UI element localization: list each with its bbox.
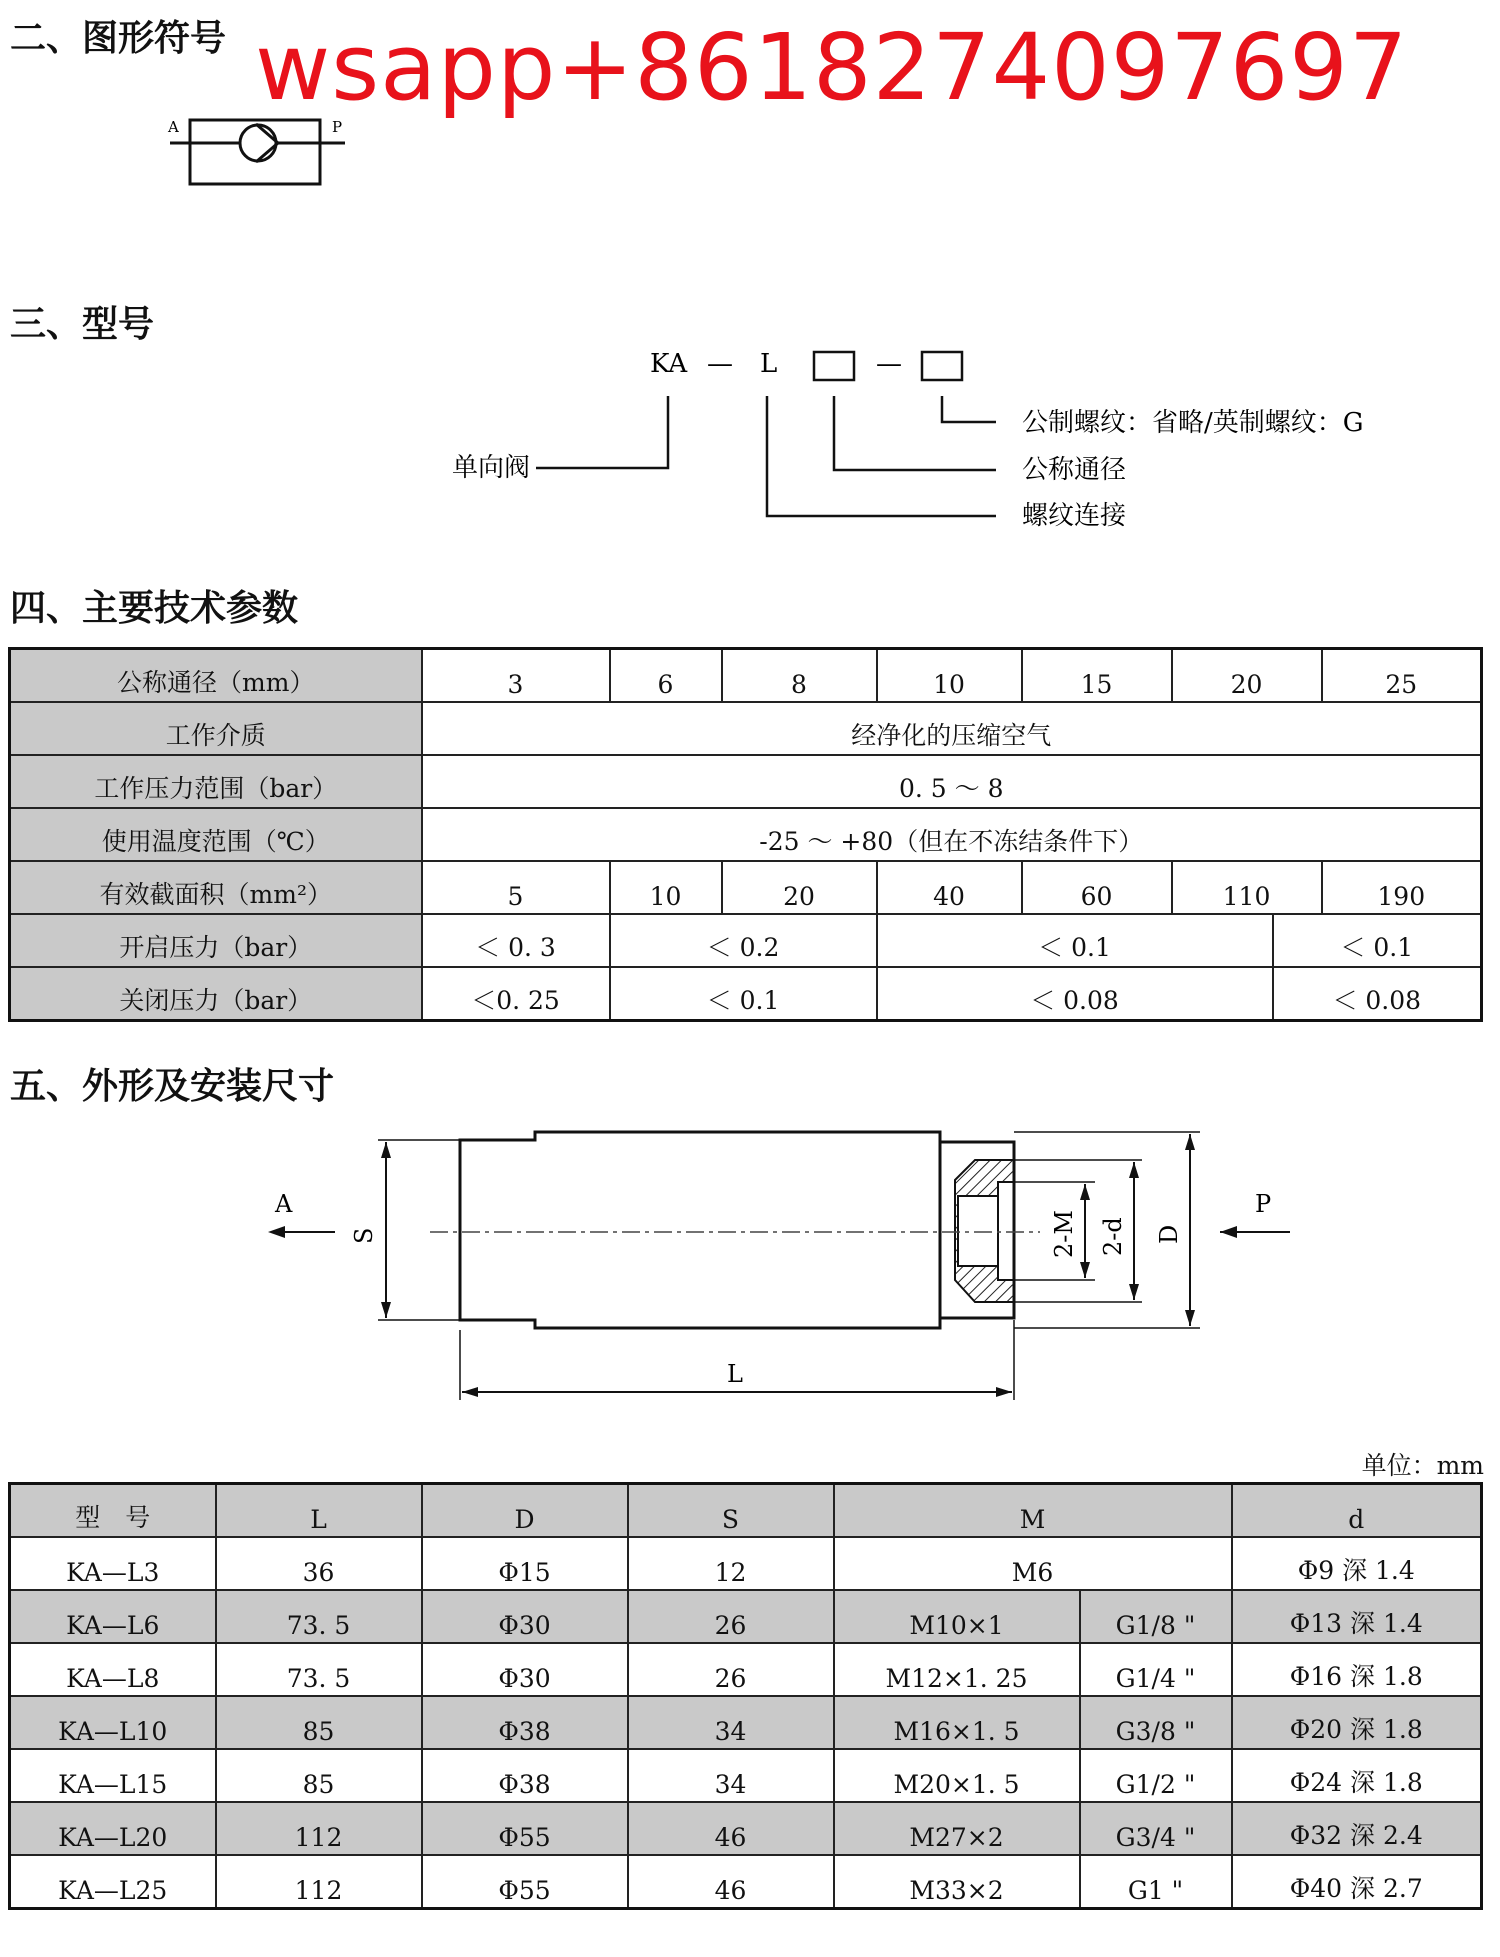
dims-cell-model: KA—L8 <box>10 1643 216 1696</box>
dims-cell-s: 26 <box>628 1590 834 1643</box>
section-title-symbol: 二、图形符号 <box>10 18 227 59</box>
dims-cell-s: 46 <box>628 1802 834 1855</box>
params-bore-6: 6 <box>610 649 722 703</box>
dims-cell-l: 112 <box>216 1855 422 1909</box>
symbol-port-a: A <box>168 118 179 136</box>
dims-cell-d: Φ38 <box>422 1749 628 1802</box>
dims-cell-g: G1/4 " <box>1080 1643 1232 1696</box>
params-close-1: ＜0. 25 <box>422 967 610 1021</box>
params-open-4: ＜ 0.1 <box>1273 914 1482 967</box>
params-bore-25: 25 <box>1322 649 1482 703</box>
dims-cell-s: 12 <box>628 1537 834 1590</box>
params-row-medium <box>10 702 1482 755</box>
params-table <box>8 647 1483 1022</box>
model-code-box-bore <box>814 352 854 380</box>
check-valve-symbol <box>160 110 360 190</box>
params-area-20: 110 <box>1172 861 1322 914</box>
params-bore-3: 3 <box>422 649 610 703</box>
params-area-25: 190 <box>1322 861 1482 914</box>
params-open-2: ＜ 0.2 <box>610 914 877 967</box>
table-row <box>10 1590 1482 1643</box>
watermark-contact: wsapp+8618274097697 <box>255 14 1409 121</box>
dims-header-dd: d <box>1232 1484 1482 1538</box>
params-label-close: 关闭压力（bar） <box>10 967 422 1021</box>
model-label-connection: 螺纹连接 <box>1022 501 1127 531</box>
model-label-bore: 公称通径 <box>1022 455 1127 485</box>
dims-cell-m: M16×1. 5 <box>834 1696 1080 1749</box>
section-title-dims: 五、外形及安装尺寸 <box>10 1066 335 1107</box>
params-label-temp: 使用温度范围（℃） <box>10 808 422 861</box>
params-label-bore: 公称通径（mm） <box>10 649 422 703</box>
dims-cell-g: G1/2 " <box>1080 1749 1232 1802</box>
dims-cell-g: G3/4 " <box>1080 1802 1232 1855</box>
unit-label: 单位：mm <box>1361 1451 1484 1480</box>
drawing-label-2m: 2-M <box>1050 1210 1078 1258</box>
dims-cell-dd: Φ13 深 1.4 <box>1232 1590 1482 1643</box>
params-row-temp <box>10 808 1482 861</box>
dims-cell-l: 85 <box>216 1749 422 1802</box>
section-title-params: 四、主要技术参数 <box>10 588 299 629</box>
model-code-diagram <box>0 340 1500 540</box>
drawing-label-a: A <box>275 1190 293 1218</box>
dims-cell-s: 46 <box>628 1855 834 1909</box>
dims-cell-m: M10×1 <box>834 1590 1080 1643</box>
model-code-box-thread <box>922 352 962 380</box>
drawing-label-d: D <box>1155 1224 1183 1244</box>
params-close-3: ＜ 0.08 <box>877 967 1273 1021</box>
dims-header-row <box>10 1484 1482 1538</box>
params-bore-15: 15 <box>1022 649 1172 703</box>
params-label-open: 开启压力（bar） <box>10 914 422 967</box>
dims-cell-d: Φ30 <box>422 1590 628 1643</box>
dims-cell-m: M33×2 <box>834 1855 1080 1909</box>
symbol-port-p: P <box>332 118 343 136</box>
dims-cell-g: G1/8 " <box>1080 1590 1232 1643</box>
dims-cell-m: M12×1. 25 <box>834 1643 1080 1696</box>
dims-cell-model: KA—L3 <box>10 1537 216 1590</box>
dims-cell-model: KA—L25 <box>10 1855 216 1909</box>
table-row <box>10 1749 1482 1802</box>
dims-cell-model: KA—L20 <box>10 1802 216 1855</box>
dims-cell-s: 34 <box>628 1696 834 1749</box>
drawing-label-s: S <box>350 1227 378 1244</box>
params-bore-8: 8 <box>722 649 877 703</box>
dims-cell-model: KA—L6 <box>10 1590 216 1643</box>
dims-cell-dd: Φ20 深 1.8 <box>1232 1696 1482 1749</box>
table-row <box>10 1855 1482 1909</box>
table-row <box>10 1696 1482 1749</box>
table-row <box>10 1643 1482 1696</box>
params-bore-10: 10 <box>877 649 1022 703</box>
model-code-dash-2: — <box>876 349 902 379</box>
dims-cell-dd: Φ9 深 1.4 <box>1232 1537 1482 1590</box>
params-close-4: ＜ 0.08 <box>1273 967 1482 1021</box>
params-area-8: 20 <box>722 861 877 914</box>
params-area-10: 40 <box>877 861 1022 914</box>
params-row-pressure <box>10 755 1482 808</box>
dims-cell-model: KA—L15 <box>10 1749 216 1802</box>
params-pressure-value: 0. 5 ～ 8 <box>422 755 1482 808</box>
params-area-3: 5 <box>422 861 610 914</box>
dims-header-d: D <box>422 1484 628 1538</box>
dims-cell-d: Φ30 <box>422 1643 628 1696</box>
dims-cell-dd: Φ16 深 1.8 <box>1232 1643 1482 1696</box>
dims-cell-m: M6 <box>834 1537 1232 1590</box>
params-open-3: ＜ 0.1 <box>877 914 1273 967</box>
params-medium-value: 经净化的压缩空气 <box>422 702 1482 755</box>
params-temp-value: -25 ～ +80（但在不冻结条件下） <box>422 808 1482 861</box>
drawing-label-p: P <box>1255 1190 1272 1218</box>
params-row-area <box>10 861 1482 914</box>
dimensions-table <box>8 1482 1483 1910</box>
dims-cell-m: M20×1. 5 <box>834 1749 1080 1802</box>
params-label-medium: 工作介质 <box>10 702 422 755</box>
params-close-2: ＜ 0.1 <box>610 967 877 1021</box>
params-bore-20: 20 <box>1172 649 1322 703</box>
params-row-close <box>10 967 1482 1021</box>
dims-header-s: S <box>628 1484 834 1538</box>
params-area-6: 10 <box>610 861 722 914</box>
dims-cell-d: Φ38 <box>422 1696 628 1749</box>
outline-drawing <box>0 1120 1500 1420</box>
dims-cell-s: 34 <box>628 1749 834 1802</box>
params-row-bore <box>10 649 1482 703</box>
dims-cell-g: G1 " <box>1080 1855 1232 1909</box>
params-label-area: 有效截面积（mm²） <box>10 861 422 914</box>
dims-cell-d: Φ55 <box>422 1855 628 1909</box>
model-code-l: L <box>760 349 778 379</box>
params-open-1: ＜ 0. 3 <box>422 914 610 967</box>
table-row <box>10 1802 1482 1855</box>
dims-cell-l: 73. 5 <box>216 1643 422 1696</box>
dims-cell-d: Φ55 <box>422 1802 628 1855</box>
dims-cell-m: M27×2 <box>834 1802 1080 1855</box>
params-row-open <box>10 914 1482 967</box>
params-area-15: 60 <box>1022 861 1172 914</box>
model-code-ka: KA <box>650 349 688 379</box>
dims-cell-l: 36 <box>216 1537 422 1590</box>
dims-cell-g: G3/8 " <box>1080 1696 1232 1749</box>
drawing-label-2d: 2-d <box>1099 1217 1127 1256</box>
dims-cell-l: 112 <box>216 1802 422 1855</box>
dims-cell-s: 26 <box>628 1643 834 1696</box>
table-row <box>10 1537 1482 1590</box>
params-label-pressure: 工作压力范围（bar） <box>10 755 422 808</box>
model-label-valve: 单向阀 <box>452 453 531 483</box>
dims-cell-d: Φ15 <box>422 1537 628 1590</box>
dims-cell-l: 85 <box>216 1696 422 1749</box>
model-code-dash-1: — <box>707 349 733 379</box>
model-label-thread-type: 公制螺纹：省略/英制螺纹：G <box>1022 408 1364 438</box>
dims-cell-dd: Φ40 深 2.7 <box>1232 1855 1482 1909</box>
dims-cell-dd: Φ32 深 2.4 <box>1232 1802 1482 1855</box>
dims-cell-dd: Φ24 深 1.8 <box>1232 1749 1482 1802</box>
dims-cell-model: KA—L10 <box>10 1696 216 1749</box>
dims-header-m: M <box>834 1484 1232 1538</box>
section-title-model: 三、型号 <box>10 304 155 345</box>
dims-header-model: 型 号 <box>10 1484 216 1538</box>
dims-header-l: L <box>216 1484 422 1538</box>
dims-cell-l: 73. 5 <box>216 1590 422 1643</box>
drawing-label-l: L <box>727 1360 743 1388</box>
